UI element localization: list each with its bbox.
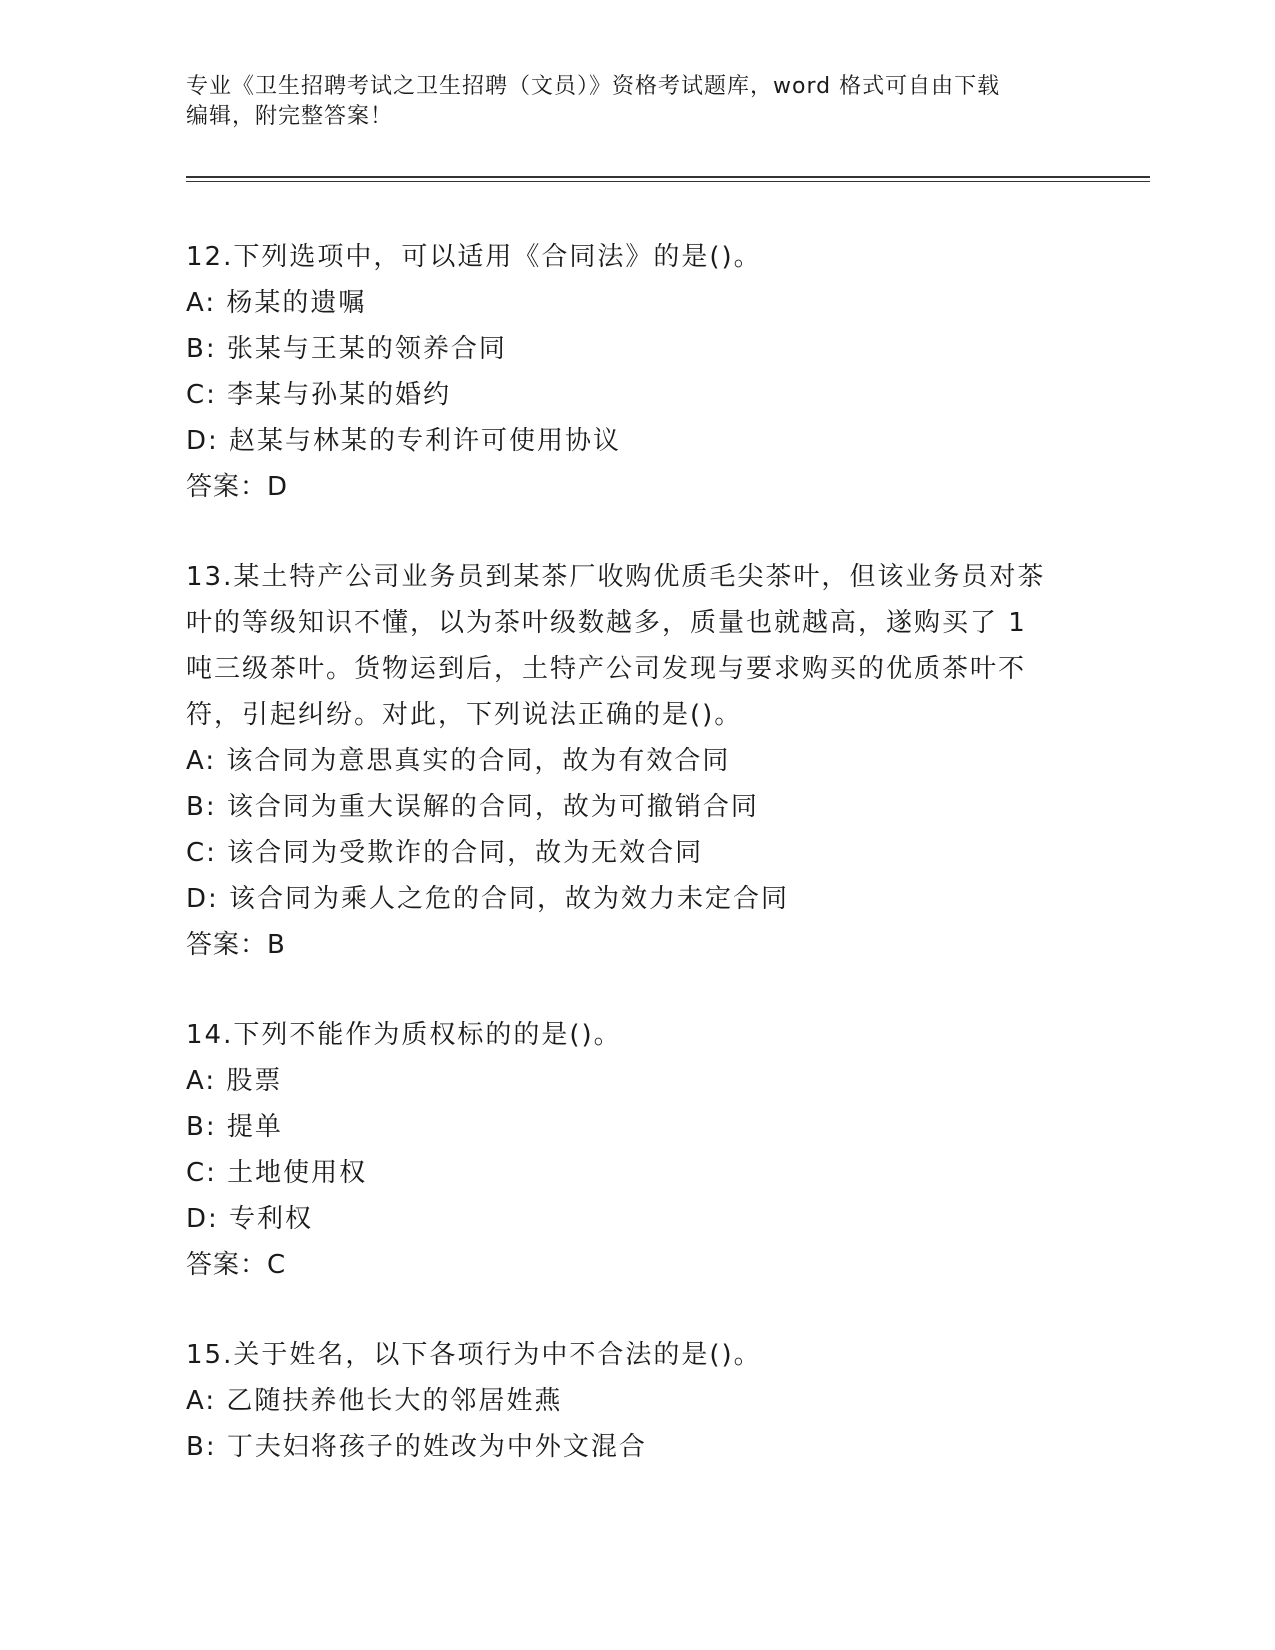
- option-d: D: 赵某与林某的专利许可使用协议: [186, 426, 622, 456]
- question-stem: 13.某土特产公司业务员到某茶厂收购优质毛尖茶叶，但该业务员对茶: [186, 562, 1046, 592]
- option-a: A: 股票: [186, 1066, 283, 1096]
- question-stem: 12.下列选项中，可以适用《合同法》的是()。: [186, 242, 762, 272]
- question-stem: 14.下列不能作为质权标的的是()。: [186, 1020, 622, 1050]
- option-a: A: 杨某的遗嘱: [186, 288, 367, 318]
- option-a: A: 乙随扶养他长大的邻居姓燕: [186, 1386, 563, 1416]
- option-b: B: 丁夫妇将孩子的姓改为中外文混合: [186, 1432, 647, 1462]
- header-line-2: 编辑，附完整答案！: [186, 104, 394, 129]
- option-b: B: 提单: [186, 1112, 283, 1142]
- question-15: [186, 1332, 1086, 1470]
- header-divider-bottom: [186, 181, 1150, 182]
- option-d: D: 该合同为乘人之危的合同，故为效力未定合同: [186, 884, 790, 914]
- question-stem: 叶的等级知识不懂，以为茶叶级数越多，质量也就越高，遂购买了 1: [186, 608, 1027, 638]
- question-stem: 吨三级茶叶。货物运到后，土特产公司发现与要求购买的优质茶叶不: [186, 654, 1027, 684]
- option-c: C: 该合同为受欺诈的合同，故为无效合同: [186, 838, 704, 868]
- option-c: C: 土地使用权: [186, 1158, 368, 1188]
- header-line-1: 专业《卫生招聘考试之卫生招聘（文员）》资格考试题库，word 格式可自由下载: [186, 74, 1001, 99]
- option-d: D: 专利权: [186, 1204, 314, 1234]
- question-stem: 符，引起纠纷。对此，下列说法正确的是()。: [186, 700, 743, 730]
- option-b: B: 张某与王某的领养合同: [186, 334, 507, 364]
- document-header: [186, 72, 1086, 132]
- question-13: [186, 554, 1086, 968]
- option-a: A: 该合同为意思真实的合同，故为有效合同: [186, 746, 731, 776]
- question-stem: 15.关于姓名，以下各项行为中不合法的是()。: [186, 1340, 762, 1370]
- option-b: B: 该合同为重大误解的合同，故为可撤销合同: [186, 792, 759, 822]
- answer: 答案：D: [186, 472, 289, 502]
- question-list: [186, 234, 1086, 1514]
- answer: 答案：C: [186, 1250, 287, 1280]
- question-14: [186, 1012, 1086, 1288]
- question-12: [186, 234, 1086, 510]
- answer: 答案：B: [186, 930, 286, 960]
- header-divider-top: [186, 176, 1150, 178]
- option-c: C: 李某与孙某的婚约: [186, 380, 452, 410]
